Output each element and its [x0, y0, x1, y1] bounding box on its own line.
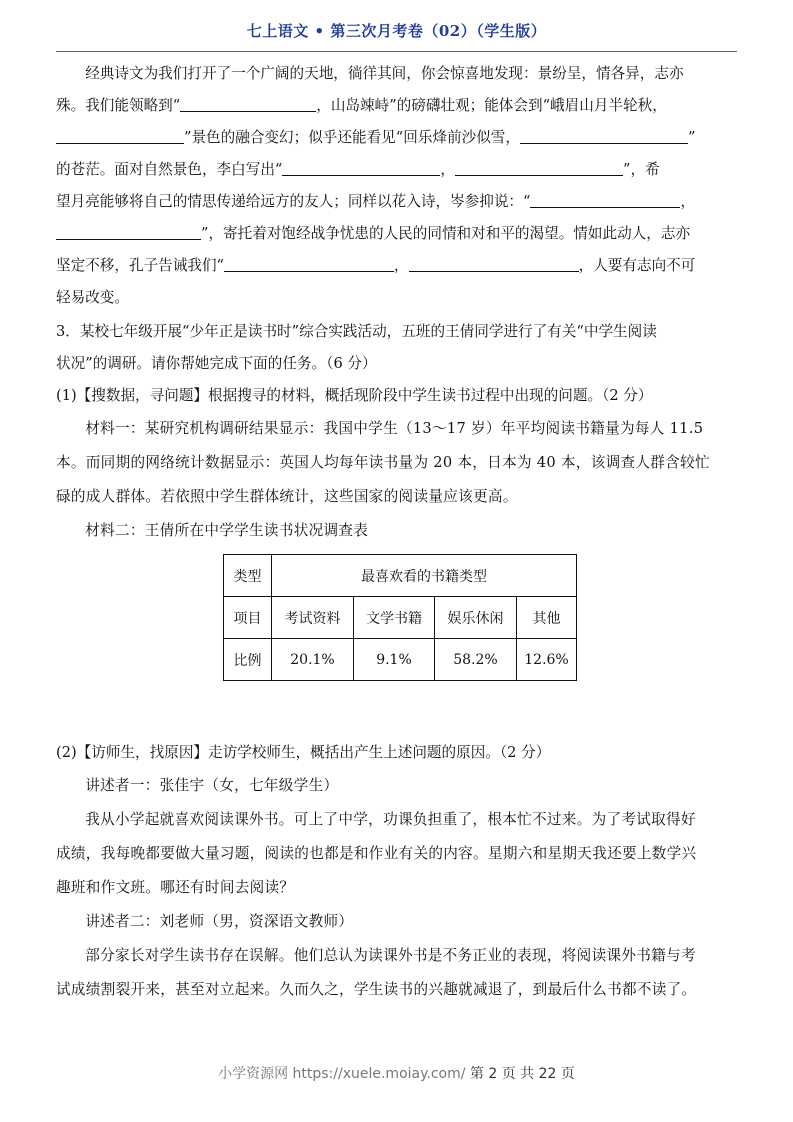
document-body	[56, 58, 737, 1007]
material-1-line-2: 本。而同期的网络统计数据显示：英国人均每年读书量为 20 本，日本为 40 本，该调查人群含较忙	[56, 454, 710, 471]
poem-line-5: 望月亮能够将自己的情思传递给远方的友人；同样以花入诗，岑参抑说：“ ，	[56, 186, 737, 218]
table-cell-item-label: 项目	[224, 597, 272, 639]
question-3-part-2: (2)【访师生，找原因】走访学校师生，概括出产生上述问题的原因。（2 分）	[56, 744, 551, 761]
fill-blank-4[interactable]	[282, 157, 440, 176]
fill-blank-3[interactable]	[520, 125, 688, 144]
table-cell-category: 其他	[517, 597, 577, 639]
question-3-part-1: (1)【搜数据，寻问题】根据搜寻的材料，概括现阶段中学生读书过程中出现的问题。（2 分）	[56, 387, 653, 404]
table-cell-value: 20.1%	[272, 639, 354, 681]
poem-line-7: 坚定不移，孔子告诫我们“ ， ，人要有志向不可	[56, 250, 737, 282]
question-3-stem-line-2: 状况”的调研。请你帮她完成下面的任务。（6 分）	[56, 355, 377, 372]
table-row	[224, 639, 577, 681]
blank-space	[56, 681, 737, 737]
material-1-line-1: 材料一：某研究机构调研结果显示：我国中学生（13～17 岁）年平均阅读书籍量为每人 11.5	[85, 420, 704, 437]
table-cell-header: 最喜欢看的书籍类型	[272, 555, 577, 597]
table-row	[224, 555, 577, 597]
speaker-1-line-3: 趣班和作文班。哪还有时间去阅读？	[56, 879, 295, 896]
material-1-line-3: 碌的成人群体。若依照中学生群体统计，这些国家的阅读量应该更高。	[56, 488, 518, 505]
fill-blank-8[interactable]	[224, 253, 394, 272]
poem-line-4: 的苍茫。面对自然景色，李白写出“ ， ”，希	[56, 154, 737, 186]
speaker-1-line-1: 我从小学起就喜欢阅读课外书。可上了中学，功课负担重了，根本忙不过来。为了考试取得好	[85, 811, 696, 828]
fill-blank-5[interactable]	[455, 157, 623, 176]
page-header-title: 七上语文 • 第三次月考卷（02）（学生版）	[246, 22, 547, 40]
fill-blank-9[interactable]	[409, 253, 579, 272]
speaker-1-title: 讲述者一：张佳宇（女，七年级学生）	[85, 777, 339, 794]
poem-line-6: ”，寄托着对饱经战争忧患的人民的同情和对和平的渴望。情如此动人，志亦	[56, 218, 737, 250]
speaker-2-title: 讲述者二：刘老师（男，资深语文教师）	[85, 913, 354, 930]
poem-line-2: 殊。我们能领略到“ ，山岛竦峙”的磅礴壮观；能体会到“峨眉山月半轮秋，	[56, 90, 737, 122]
page-footer	[0, 1063, 793, 1083]
table-cell-category: 娱乐休闲	[435, 597, 517, 639]
reading-survey-table	[223, 554, 577, 681]
watermark-text: 小学资源网 https://xuele.moiay.com/	[218, 1066, 466, 1082]
table-cell-ratio-label: 比例	[224, 639, 272, 681]
table-cell-category: 考试资料	[272, 597, 354, 639]
speaker-1-line-2: 成绩，我每晚都要做大量习题，阅读的也都是和作业有关的内容。星期六和星期天我还要上数学兴	[56, 845, 697, 862]
fill-blank-6[interactable]	[530, 189, 680, 208]
header-divider	[56, 51, 737, 52]
fill-blank-1[interactable]	[180, 93, 316, 112]
table-cell-value: 9.1%	[354, 639, 435, 681]
fill-blank-2[interactable]	[56, 125, 184, 144]
question-3-stem-line-1: 3．某校七年级开展“少年正是读书时”综合实践活动，五班的王倩同学进行了有关“中学生阅读	[56, 323, 657, 340]
table-cell-value: 12.6%	[517, 639, 577, 681]
speaker-2-line-2: 试成绩割裂开来，甚至对立起来。久而久之，学生读书的兴趣就减退了，到最后什么书都不读了。	[56, 981, 697, 998]
page-number: 第 2 页 共 22 页	[469, 1066, 575, 1082]
table-cell-value: 58.2%	[435, 639, 517, 681]
poem-line-3: ”景色的融合变幻；似乎还能看见“回乐烽前沙似雪， ”	[56, 122, 737, 154]
table-row	[224, 597, 577, 639]
poem-line-8: 轻易改变。	[56, 289, 129, 306]
fill-blank-7[interactable]	[56, 221, 201, 240]
table-cell-category: 文学书籍	[354, 597, 435, 639]
material-2-title: 材料二：王倩所在中学学生读书状况调查表	[85, 522, 369, 539]
speaker-2-line-1: 部分家长对学生读书存在误解。他们总认为读课外书是不务正业的表现，将阅读课外书籍与考	[85, 947, 696, 964]
poem-line-1: 经典诗文为我们打开了一个广阔的天地，徜徉其间，你会惊喜地发现：景纷呈，情各异，志亦	[85, 65, 684, 82]
table-cell-type-label: 类型	[224, 555, 272, 597]
